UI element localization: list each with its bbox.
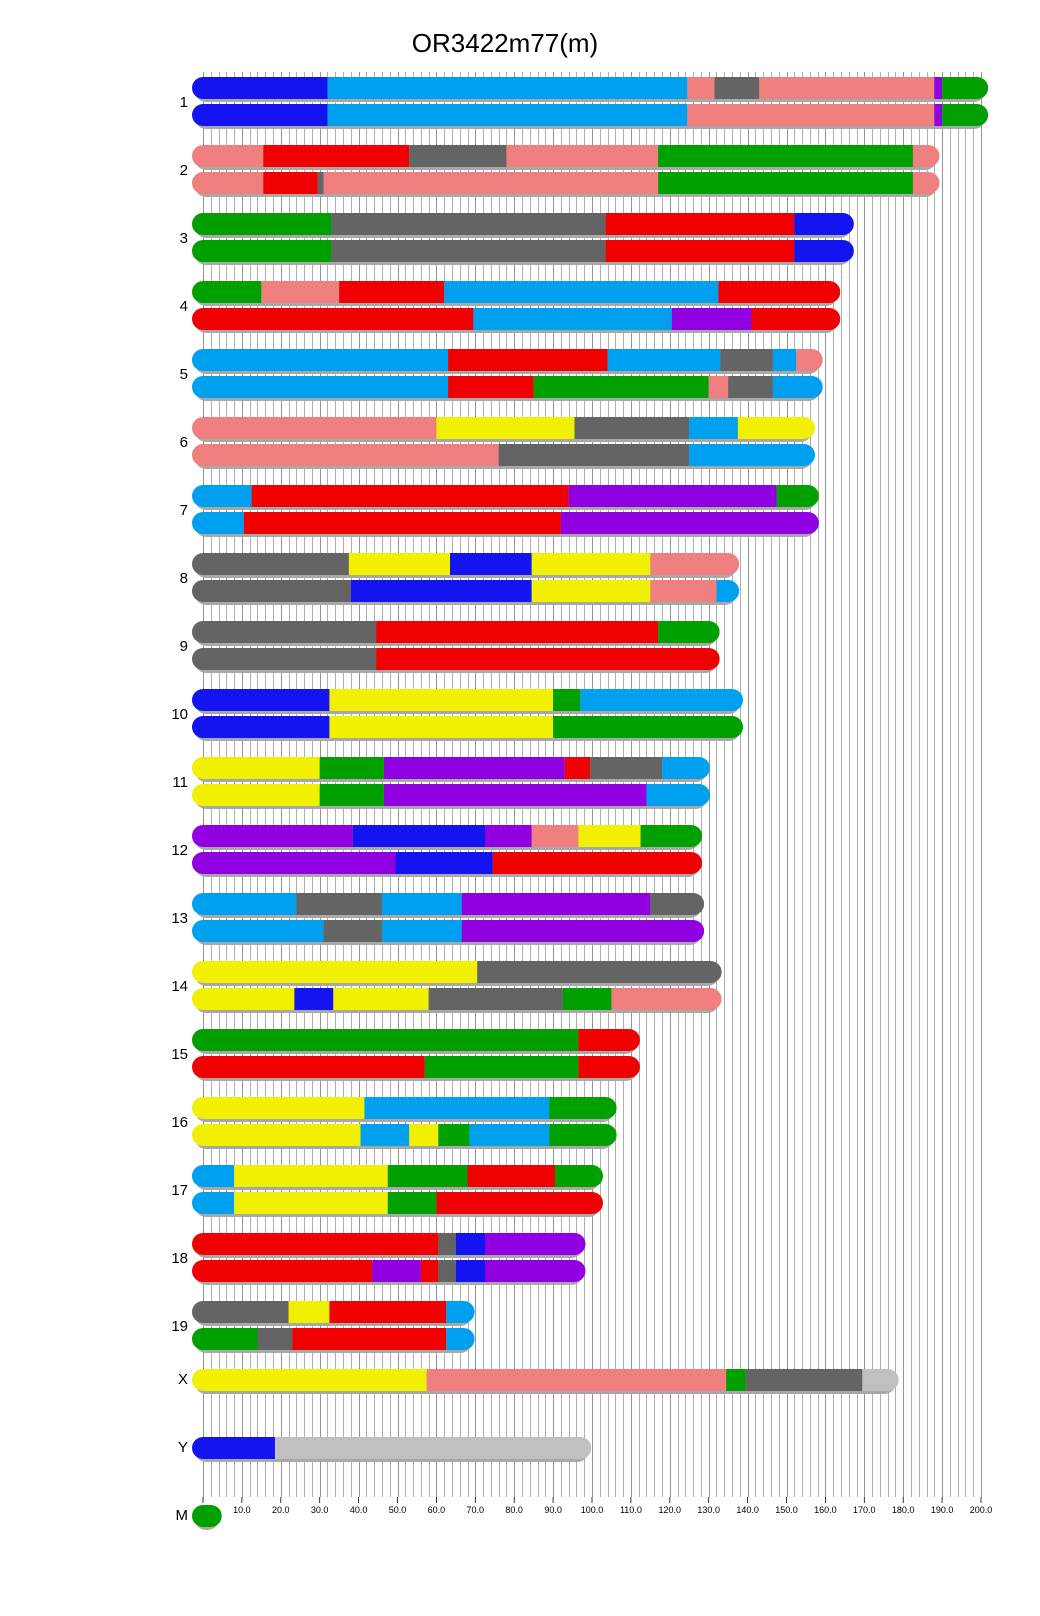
segment-pink	[796, 349, 823, 371]
segment-lightblue	[327, 77, 687, 99]
segment-lightblue	[662, 757, 710, 779]
segment-red	[606, 213, 795, 235]
segment-green	[555, 1165, 603, 1187]
chromosome-label: X	[177, 1370, 188, 1388]
haplotype-2	[192, 716, 743, 738]
segment-yellow	[333, 988, 428, 1010]
chromosome-9	[180, 621, 720, 673]
chromosome-label: 14	[171, 977, 188, 995]
chromosome-label: 13	[171, 909, 188, 927]
chromosome-label: 7	[179, 501, 188, 519]
segment-green	[192, 240, 331, 262]
segment-pink	[192, 444, 499, 466]
segment-lightblue	[473, 308, 671, 330]
haplotype-2	[192, 308, 840, 330]
segment-green	[192, 281, 261, 303]
segment-lightblue	[580, 689, 743, 711]
haplotype-2	[192, 784, 710, 806]
segment-yellow	[192, 784, 320, 806]
haplotype-1	[192, 893, 704, 915]
segment-lightblue	[444, 281, 718, 303]
segment-pink	[913, 172, 940, 194]
segment-lightgray	[862, 1369, 898, 1391]
segment-gray	[331, 213, 605, 235]
x-tick-label: 80.0	[505, 1505, 523, 1515]
segment-purple	[934, 104, 942, 126]
segment-darkblue	[794, 213, 854, 235]
segment-purple	[384, 784, 647, 806]
segment-green	[641, 825, 703, 847]
segment-green	[192, 1505, 222, 1527]
haplotype-1	[192, 825, 702, 847]
segment-gray	[728, 376, 773, 398]
segment-green	[192, 1029, 578, 1051]
chromosome-label: 2	[179, 161, 188, 179]
segment-green	[726, 1369, 745, 1391]
chromosome-4	[180, 281, 841, 333]
segment-lightblue	[646, 784, 710, 806]
haplotype-2	[192, 1192, 603, 1214]
segment-lightblue	[192, 1165, 234, 1187]
segment-green	[777, 485, 819, 507]
segment-red	[578, 1056, 640, 1078]
segment-green	[658, 172, 913, 194]
segment-red	[244, 512, 561, 534]
segment-gray	[318, 172, 324, 194]
chromosome-label: 5	[179, 365, 188, 383]
segment-red	[421, 1260, 439, 1282]
chromosome-label: 11	[172, 773, 188, 791]
segment-gray	[257, 1328, 292, 1350]
haplotype-1	[192, 485, 819, 507]
segment-green	[942, 77, 988, 99]
x-tick-label: 40.0	[349, 1505, 368, 1515]
segment-gray	[590, 757, 662, 779]
segment-red	[751, 308, 840, 330]
chromosome-8	[180, 553, 739, 605]
segment-red	[339, 281, 444, 303]
segment-green	[438, 1124, 469, 1146]
segment-red	[329, 1301, 446, 1323]
x-tick-label: 20.0	[272, 1505, 290, 1515]
segment-lightblue	[192, 349, 448, 371]
chromosome-3	[180, 213, 854, 265]
segment-purple	[561, 512, 819, 534]
segment-darkblue	[192, 77, 327, 99]
x-tick-label: 130.0	[697, 1505, 720, 1515]
segment-green	[192, 1328, 257, 1350]
chromosome-X	[178, 1369, 899, 1394]
haplotype-1	[192, 961, 722, 983]
segment-purple	[192, 852, 396, 874]
segment-gray	[477, 961, 721, 983]
chromosome-label: M	[175, 1506, 188, 1524]
chromosome-label: 12	[171, 841, 188, 859]
x-tick-label: 60.0	[427, 1505, 446, 1515]
haplotype-2	[192, 104, 988, 126]
segment-lightblue	[382, 920, 462, 942]
segment-darkblue	[353, 825, 485, 847]
haplotype-1	[192, 281, 840, 303]
haplotype-1	[192, 1029, 640, 1051]
segment-darkblue	[456, 1260, 485, 1282]
segment-pink	[506, 145, 658, 167]
segment-green	[388, 1165, 468, 1187]
segment-red	[468, 1165, 556, 1187]
haplotype-2	[192, 512, 819, 534]
segment-gray	[650, 893, 704, 915]
segment-red	[192, 1056, 425, 1078]
segment-pink	[650, 553, 739, 575]
segment-darkblue	[192, 1437, 275, 1459]
segment-purple	[372, 1260, 421, 1282]
x-tick-label: 150.0	[775, 1505, 798, 1515]
segment-red	[192, 308, 473, 330]
chromosome-label: 16	[171, 1113, 188, 1131]
chromosome-5	[180, 349, 823, 401]
segment-red	[192, 1260, 372, 1282]
segment-green	[563, 988, 612, 1010]
haplotype-1	[192, 77, 988, 99]
haplotype-1	[192, 417, 815, 439]
segment-purple	[485, 1260, 585, 1282]
segment-gray	[324, 920, 382, 942]
segment-gray	[296, 893, 382, 915]
chromosome-14	[171, 961, 721, 1013]
segment-darkblue	[794, 240, 854, 262]
segment-lightblue	[446, 1301, 475, 1323]
chromosome-10	[171, 689, 743, 741]
haplotype-2	[192, 240, 854, 262]
segment-yellow	[436, 417, 574, 439]
segment-red	[448, 376, 534, 398]
segment-red	[376, 621, 658, 643]
segment-gray	[192, 648, 376, 670]
segment-yellow	[192, 988, 294, 1010]
segment-gray	[192, 553, 349, 575]
segment-pink	[913, 145, 940, 167]
segment-green	[553, 689, 580, 711]
segment-green	[942, 104, 988, 126]
segment-yellow	[532, 580, 651, 602]
segment-green	[388, 1192, 437, 1214]
segment-yellow	[329, 689, 553, 711]
segment-gray	[438, 1260, 456, 1282]
segment-lightblue	[469, 1124, 549, 1146]
segment-yellow	[234, 1165, 388, 1187]
haplotype-2	[192, 648, 720, 670]
segment-green	[658, 621, 720, 643]
segment-red	[252, 485, 569, 507]
segment-pink	[324, 172, 659, 194]
segment-gray	[192, 621, 376, 643]
segment-lightblue	[364, 1097, 549, 1119]
segment-lightblue	[716, 580, 739, 602]
chromosome-13	[171, 893, 704, 945]
segment-yellow	[349, 553, 450, 575]
segment-yellow	[192, 1124, 361, 1146]
segment-gray	[331, 240, 605, 262]
segment-pink	[532, 825, 579, 847]
chromosome-label: 3	[179, 229, 188, 247]
segment-purple	[672, 308, 752, 330]
haplotype-1	[192, 553, 739, 575]
haplotype-1	[192, 757, 710, 779]
segment-red	[192, 1233, 438, 1255]
x-tick-label: 100.0	[580, 1505, 604, 1515]
chromosome-11	[172, 757, 710, 809]
segment-red	[565, 757, 590, 779]
x-tick-label: 140.0	[736, 1505, 759, 1515]
segment-lightblue	[192, 920, 324, 942]
segment-green	[549, 1124, 616, 1146]
segment-red	[376, 648, 720, 670]
x-tick-label: 90.0	[544, 1505, 562, 1515]
chromosome-6	[180, 417, 815, 469]
segment-lightblue	[192, 1192, 234, 1214]
haplotype-2	[192, 988, 722, 1010]
segment-red	[578, 1029, 640, 1051]
segment-gray	[499, 444, 690, 466]
segment-purple	[384, 757, 565, 779]
x-tick-label: 30.0	[310, 1505, 329, 1515]
haplotype-2	[192, 852, 702, 874]
segment-darkblue	[192, 689, 329, 711]
segment-gray	[409, 145, 506, 167]
chromosome-label: 10	[171, 705, 188, 723]
segment-yellow	[738, 417, 815, 439]
haplotype-2	[192, 1124, 617, 1146]
chromosome-M	[176, 1505, 222, 1530]
segment-lightblue	[382, 893, 462, 915]
chromosome-label: 6	[179, 433, 188, 451]
chromosome-label: 19	[171, 1317, 188, 1335]
segment-red	[606, 240, 795, 262]
segment-darkblue	[294, 988, 333, 1010]
segment-yellow	[289, 1301, 330, 1323]
chromosome-label: 8	[179, 569, 188, 587]
chromosome-label: 17	[171, 1181, 188, 1199]
segment-yellow	[409, 1124, 438, 1146]
chromosome-16	[171, 1097, 616, 1149]
segment-gray	[715, 77, 760, 99]
chromosome-label: 1	[179, 93, 188, 111]
segment-gray	[720, 349, 773, 371]
haplotype-1	[192, 1369, 899, 1391]
haplotype-1	[192, 1097, 617, 1119]
haplotype-2	[192, 1328, 475, 1350]
segment-lightblue	[689, 444, 815, 466]
segment-green	[658, 145, 913, 167]
segment-red	[718, 281, 840, 303]
segment-green	[553, 716, 743, 738]
haplotype-1	[192, 1301, 475, 1323]
segment-pink	[192, 172, 263, 194]
x-tick-label: 200.0	[969, 1505, 993, 1515]
segment-pink	[687, 104, 934, 126]
segment-gray	[746, 1369, 863, 1391]
segment-darkblue	[450, 553, 532, 575]
segment-purple	[192, 825, 353, 847]
haplotype-1	[192, 1233, 585, 1255]
segment-lightblue	[608, 349, 721, 371]
segment-yellow	[192, 961, 477, 983]
segment-yellow	[192, 1369, 427, 1391]
haplotype-1	[192, 1437, 591, 1459]
x-axis	[197, 1497, 993, 1515]
segment-green	[320, 784, 384, 806]
haplotype-2	[192, 920, 704, 942]
x-tick-label: 120.0	[658, 1505, 682, 1515]
chart-title: OR3422m77(m)	[411, 28, 599, 58]
segment-yellow	[532, 553, 651, 575]
segment-lightblue	[773, 376, 823, 398]
haplotype-1	[192, 689, 743, 711]
segment-lightblue	[192, 893, 296, 915]
segment-red	[263, 145, 409, 167]
segment-pink	[709, 376, 728, 398]
segment-gray	[429, 988, 563, 1010]
segment-yellow	[192, 757, 320, 779]
segment-darkblue	[192, 104, 327, 126]
segment-pink	[192, 145, 263, 167]
segment-green	[549, 1097, 616, 1119]
segment-purple	[462, 920, 704, 942]
chromosome-18	[171, 1233, 585, 1285]
segment-purple	[569, 485, 777, 507]
segment-green	[320, 757, 384, 779]
segment-yellow	[192, 1097, 364, 1119]
haplotype-2	[192, 172, 939, 194]
x-tick-label: 180.0	[891, 1505, 915, 1515]
segment-red	[263, 172, 317, 194]
segment-pink	[687, 77, 714, 99]
x-tick-label: 70.0	[466, 1505, 485, 1515]
segment-red	[448, 349, 607, 371]
segment-lightblue	[192, 512, 244, 534]
segment-red	[493, 852, 702, 874]
segment-gray	[192, 1301, 289, 1323]
segment-pink	[650, 580, 716, 602]
haplotype-1	[192, 1165, 603, 1187]
segment-gray	[438, 1233, 456, 1255]
x-tick-label: 190.0	[930, 1505, 954, 1515]
x-tick-label: 50.0	[388, 1505, 407, 1515]
segment-pink	[611, 988, 721, 1010]
haplotype-1	[192, 349, 823, 371]
chromosome-label: 18	[171, 1249, 188, 1267]
haplotype-2	[192, 1056, 640, 1078]
segment-green	[425, 1056, 579, 1078]
haplotype-2	[192, 444, 815, 466]
chromosome-1	[180, 77, 988, 129]
haplotype-2	[192, 376, 823, 398]
segment-yellow	[329, 716, 553, 738]
x-tick-label: 170.0	[853, 1505, 876, 1515]
segment-green	[192, 213, 331, 235]
chromosome-label: 4	[179, 297, 188, 315]
x-tick-label: 160.0	[814, 1505, 837, 1515]
segment-lightblue	[446, 1328, 475, 1350]
segment-lightblue	[773, 349, 796, 371]
chromosome-Y	[178, 1437, 591, 1462]
segment-green	[534, 376, 709, 398]
haplotype-1	[192, 1505, 222, 1527]
segment-pink	[192, 417, 436, 439]
haplotype-2	[192, 1260, 585, 1282]
segment-purple	[934, 77, 942, 99]
segment-pink	[759, 77, 934, 99]
chromosome-label: 9	[179, 637, 188, 655]
segment-purple	[462, 893, 651, 915]
segment-lightblue	[327, 104, 687, 126]
segment-yellow	[234, 1192, 388, 1214]
segment-lightgray	[275, 1437, 591, 1459]
segment-darkblue	[456, 1233, 485, 1255]
haplotype-1	[192, 145, 939, 167]
x-tick-label: 10.0	[233, 1505, 251, 1515]
segment-purple	[485, 1233, 585, 1255]
segment-lightblue	[689, 417, 738, 439]
segment-darkblue	[396, 852, 493, 874]
segment-yellow	[578, 825, 640, 847]
segment-red	[436, 1192, 603, 1214]
segment-lightblue	[192, 485, 252, 507]
segment-red	[292, 1328, 446, 1350]
segment-gray	[192, 580, 351, 602]
chromosome-label: 15	[171, 1045, 188, 1063]
segment-purple	[485, 825, 532, 847]
segment-darkblue	[351, 580, 532, 602]
chromosome-label: Y	[177, 1438, 188, 1456]
segment-lightblue	[192, 376, 448, 398]
segment-pink	[427, 1369, 727, 1391]
haplotype-1	[192, 213, 854, 235]
haplotype-1	[192, 621, 720, 643]
segment-gray	[574, 417, 689, 439]
segment-lightblue	[361, 1124, 410, 1146]
segment-pink	[261, 281, 339, 303]
x-tick-label: 110.0	[619, 1505, 642, 1515]
segment-darkblue	[192, 716, 329, 738]
haplotype-2	[192, 580, 739, 602]
